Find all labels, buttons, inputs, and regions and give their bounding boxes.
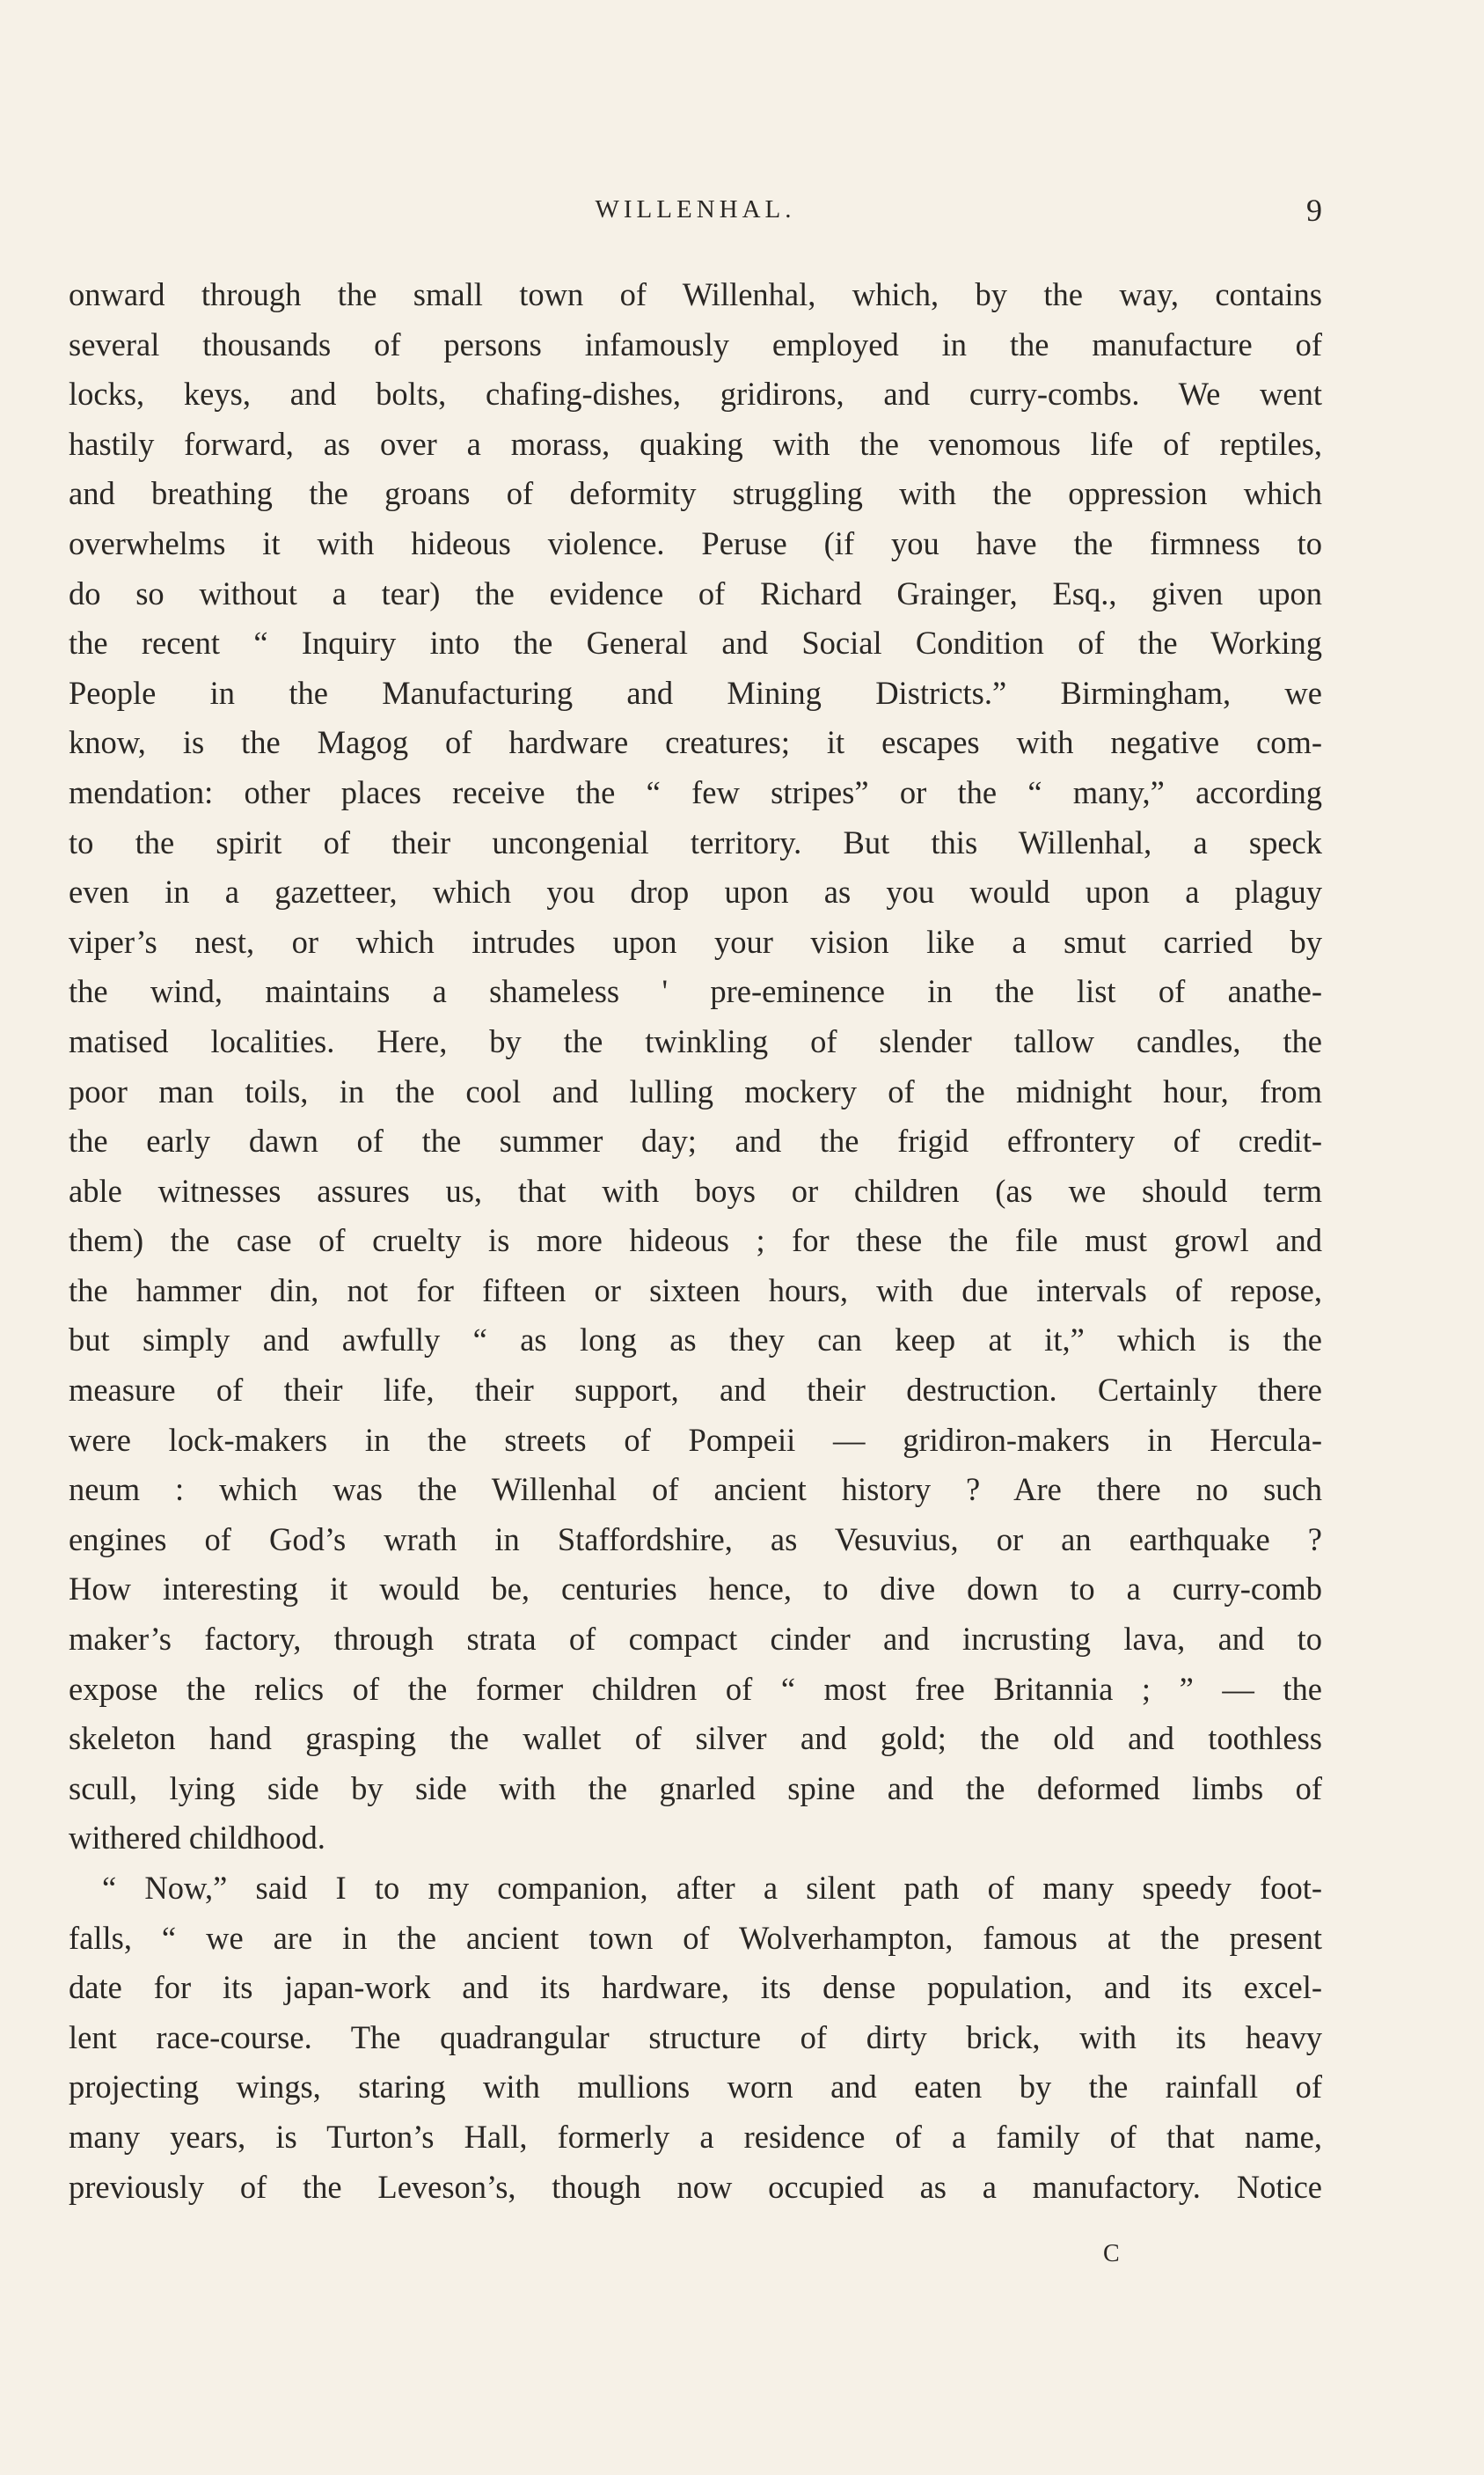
text-line: neum : which was the Willenhal of ancient history ? Are there no such bbox=[69, 1471, 1322, 1508]
text-line: measure of their life, their support, and their destruction. Certainly there bbox=[69, 1372, 1322, 1409]
text-line: the recent “ Inquiry into the General and Social Condition of the Working bbox=[69, 625, 1322, 662]
text-line: date for its japan-work and its hardware, its dense population, and its excel- bbox=[69, 1969, 1322, 2006]
body-text bbox=[69, 270, 1322, 2212]
running-title: WILLENHAL. bbox=[595, 195, 796, 223]
text-line: skeleton hand grasping the wallet of silver and gold; the old and toothless bbox=[69, 1720, 1322, 1757]
text-line: engines of God’s wrath in Staffordshire, as Vesuvius, or an earthquake ? bbox=[69, 1520, 1322, 1557]
text-line: poor man toils, in the cool and lulling mockery of the midnight hour, from bbox=[69, 1073, 1322, 1109]
text-line: the hammer din, not for fifteen or sixteen hours, with due intervals of repose, bbox=[69, 1271, 1322, 1308]
text-line: and breathing the groans of deformity struggling with the oppression which bbox=[69, 475, 1322, 512]
text-line: How interesting it would be, centuries hence, to dive down to a curry-comb bbox=[69, 1571, 1322, 1607]
text-line: overwhelms it with hideous violence. Peruse (if you have the firmness to bbox=[69, 524, 1322, 561]
text-line: People in the Manufacturing and Mining Districts.” Birmingham, we bbox=[69, 674, 1322, 711]
text-line: onward through the small town of Willenhal, which, by the way, contains bbox=[69, 276, 1322, 312]
text-line: expose the relics of the former children of “ most free Britannia ; ” — the bbox=[69, 1670, 1322, 1707]
text-line: them) the case of cruelty is more hideous ; for these the file must growl and bbox=[69, 1222, 1322, 1259]
text-line: previously of the Leveson’s, though now occupied as a manufactory. Notice bbox=[69, 2168, 1322, 2205]
page-number: 9 bbox=[1306, 193, 1322, 228]
text-line: were lock-makers in the streets of Pompeii — gridiron-makers in Hercula- bbox=[69, 1421, 1322, 1458]
text-line: viper’s nest, or which intrudes upon your vision like a smut carried by bbox=[69, 923, 1322, 960]
text-line: falls, “ we are in the ancient town of Wolverhampton, famous at the present bbox=[69, 1919, 1322, 1956]
text-line: projecting wings, staring with mullions worn and eaten by the rainfall of bbox=[69, 2069, 1322, 2105]
text-line: locks, keys, and bolts, chafing-dishes, gridirons, and curry-combs. We went bbox=[69, 376, 1322, 413]
paragraph-end-line: withered childhood. bbox=[69, 1820, 325, 1856]
text-line: even in a gazetteer, which you drop upon as you would upon a plaguy bbox=[69, 874, 1322, 911]
signature-mark: C bbox=[1103, 2240, 1122, 2267]
text-line: lent race-course. The quadrangular structure of dirty brick, with its heavy bbox=[69, 2018, 1322, 2055]
text-line: the wind, maintains a shameless ' pre-eminence in the list of anathe- bbox=[69, 973, 1322, 1010]
text-line: several thousands of persons infamously employed in the manufacture of bbox=[69, 326, 1322, 362]
text-line: scull, lying side by side with the gnarled spine and the deformed limbs of bbox=[69, 1769, 1322, 1806]
text-line: know, is the Magog of hardware creatures; it escapes with negative com- bbox=[69, 724, 1322, 761]
text-line: mendation: other places receive the “ few stripes” or the “ many,” according bbox=[69, 773, 1322, 810]
page-header bbox=[69, 192, 1322, 236]
text-line: but simply and awfully “ as long as they can keep at it,” which is the bbox=[69, 1322, 1322, 1358]
text-line: hastily forward, as over a morass, quaking with the venomous life of reptiles, bbox=[69, 425, 1322, 462]
text-line: able witnesses assures us, that with boys or children (as we should term bbox=[69, 1172, 1322, 1209]
text-line: matised localities. Here, by the twinkling of slender tallow candles, the bbox=[69, 1022, 1322, 1059]
text-line: “ Now,” said I to my companion, after a silent path of many speedy foot- bbox=[102, 1870, 1322, 1906]
text-line: to the spirit of their uncongenial territory. But this Willenhal, a speck bbox=[69, 824, 1322, 860]
text-line: the early dawn of the summer day; and the frigid effrontery of credit- bbox=[69, 1123, 1322, 1160]
text-line: do so without a tear) the evidence of Richard Grainger, Esq., given upon bbox=[69, 575, 1322, 611]
text-line: many years, is Turton’s Hall, formerly a residence of a family of that name, bbox=[69, 2118, 1322, 2155]
text-line: maker’s factory, through strata of compact cinder and incrusting lava, and to bbox=[69, 1621, 1322, 1658]
